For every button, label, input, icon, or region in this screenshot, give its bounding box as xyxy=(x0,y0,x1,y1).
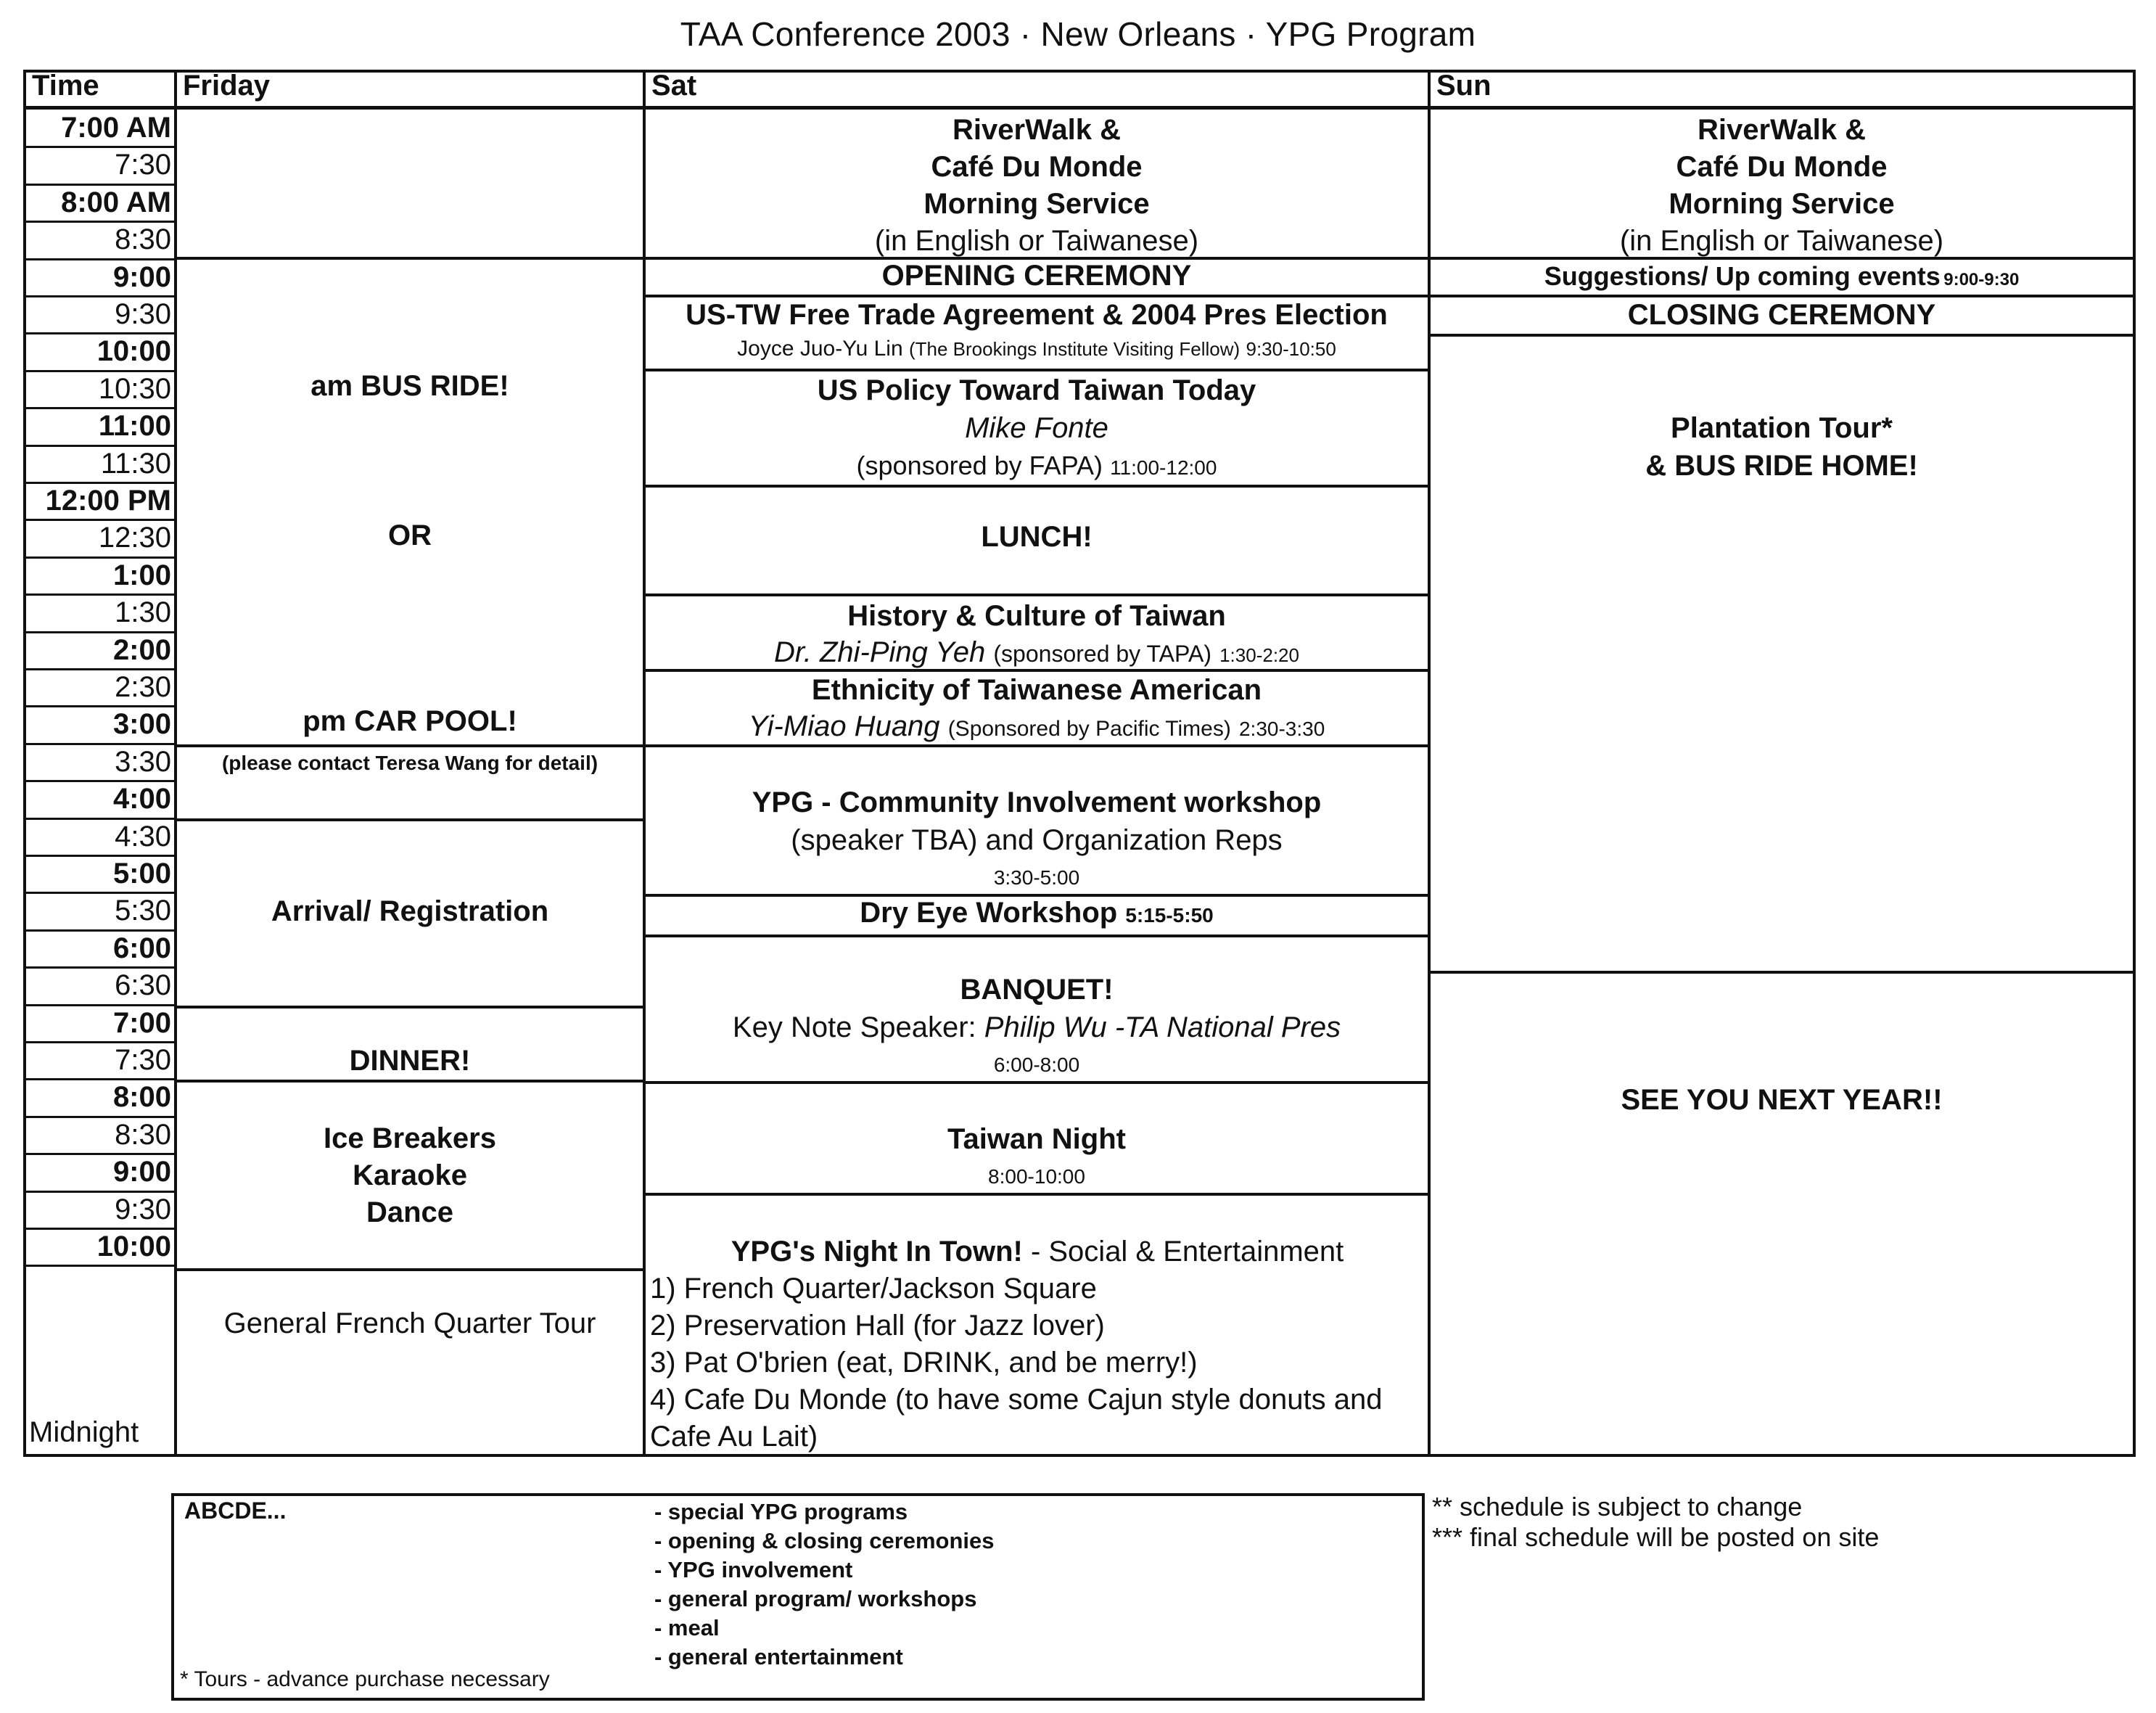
sat-policy-sponsor: (sponsored by FAPA) xyxy=(856,451,1103,480)
time-slot: 9:00 xyxy=(112,1156,171,1188)
sat-ypg-title: YPG - Community Involvement workshop xyxy=(752,786,1322,818)
sun-bus-ride-home: & BUS RIDE HOME! xyxy=(1645,450,1918,482)
page-title: TAA Conference 2003 · New Orleans · YPG Program xyxy=(680,15,1476,53)
sat-opening-ceremony: OPENING CEREMONY xyxy=(881,260,1192,292)
friday-karaoke: Karaoke xyxy=(353,1159,467,1191)
friday-dance: Dance xyxy=(366,1196,454,1228)
legend-item: - YPG involvement xyxy=(654,1557,853,1582)
sat-dry-eye xyxy=(646,897,1428,929)
sun-suggestions-time: 9:00-9:30 xyxy=(1943,270,2020,289)
header-sun: Sun xyxy=(1436,70,1491,102)
time-slot: 2:30 xyxy=(115,671,171,703)
time-slot: 5:30 xyxy=(115,895,171,927)
sat-cafe: Café Du Monde xyxy=(931,151,1143,183)
sat-policy-time: 11:00-12:00 xyxy=(1110,456,1217,479)
time-slot: 2:00 xyxy=(112,633,171,666)
sun-plantation-tour xyxy=(1431,409,2133,485)
legend-title: ABCDE... xyxy=(184,1498,287,1524)
time-slot: 7:00 AM xyxy=(61,112,171,144)
sun-morning-block xyxy=(1431,112,2133,260)
sat-ypg-workshop xyxy=(646,784,1428,897)
sat-ethnicity-time: 2:30-3:30 xyxy=(1238,718,1325,740)
sat-taiwan-night-time: 8:00-10:00 xyxy=(988,1165,1085,1188)
sat-ethnicity-speaker: Yi-Miao Huang xyxy=(748,710,940,742)
sat-fta-speaker: Joyce Juo-Yu Lin xyxy=(737,337,903,361)
legend-item: - general entertainment xyxy=(654,1644,903,1669)
time-midnight: Midnight xyxy=(29,1416,139,1448)
sun-lang: (in English or Taiwanese) xyxy=(1619,225,1944,257)
list-item: 2) Preservation Hall (for Jazz lover) xyxy=(650,1310,1105,1342)
sun-service: Morning Service xyxy=(1669,188,1895,220)
sat-keynote-label: Key Note Speaker: xyxy=(732,1011,976,1043)
sat-ethnicity-session xyxy=(646,672,1428,747)
friday-car-pool-note: (please contact Teresa Wang for detail) xyxy=(221,752,598,774)
sat-night-in-town xyxy=(650,1233,1425,1455)
header-sat: Sat xyxy=(651,70,697,102)
legend-tours-note: * Tours - advance purchase necessary xyxy=(180,1667,550,1691)
note-schedule-change: ** schedule is subject to change xyxy=(1432,1492,1803,1521)
time-slot: 10:00 xyxy=(96,335,171,368)
sat-ethnicity-sponsor: (Sponsored by Pacific Times) xyxy=(947,717,1231,741)
list-item: 4) Cafe Du Monde (to have some Cajun style donuts and xyxy=(650,1384,1383,1416)
friday-or: OR xyxy=(388,519,432,551)
friday-entertainment xyxy=(177,1120,643,1231)
time-slot: 8:00 AM xyxy=(61,186,171,218)
sat-night-in-town-subtitle: - Social & Entertainment xyxy=(1022,1236,1344,1268)
legend-item: - special YPG programs xyxy=(654,1499,908,1524)
list-item: 3) Pat O'brien (eat, DRINK, and be merry!) xyxy=(650,1347,1198,1379)
sat-fta-affiliation: (The Brookings Institute Visiting Fellow) xyxy=(909,338,1240,360)
sat-policy-session xyxy=(646,371,1428,487)
header-time: Time xyxy=(32,70,99,102)
legend-items xyxy=(654,1498,995,1672)
sun-see-you-next-year: SEE YOU NEXT YEAR!! xyxy=(1621,1084,1943,1116)
footnotes xyxy=(1432,1492,1879,1553)
time-slot: 8:30 xyxy=(115,1118,171,1151)
sat-history-session xyxy=(646,598,1428,673)
time-slot: 10:30 xyxy=(98,372,171,405)
friday-arrival: Arrival/ Registration xyxy=(271,895,549,927)
sun-closing-ceremony: CLOSING CEREMONY xyxy=(1627,299,1936,331)
time-slot: 7:30 xyxy=(115,149,171,181)
time-slot: 3:30 xyxy=(115,745,171,778)
sat-banquet-time: 6:00-8:00 xyxy=(993,1053,1080,1076)
time-slot: 8:00 xyxy=(112,1081,171,1114)
time-slot: 1:30 xyxy=(115,596,171,629)
sun-riverwalk: RiverWalk & xyxy=(1698,114,1866,146)
time-slot: 12:00 PM xyxy=(45,485,171,517)
time-slot: 9:00 xyxy=(112,260,171,293)
legend-item: - meal xyxy=(654,1615,720,1640)
sat-morning-block xyxy=(646,112,1428,260)
sat-fta-time: 9:30-10:50 xyxy=(1246,338,1336,360)
time-slot: 9:30 xyxy=(115,1193,171,1225)
friday-dinner: DINNER! xyxy=(349,1045,471,1077)
sat-banquet-title: BANQUET! xyxy=(960,974,1114,1006)
sat-history-sponsor: (sponsored by TAPA) xyxy=(993,641,1211,667)
sat-fta-title: US-TW Free Trade Agreement & 2004 Pres Election xyxy=(686,299,1388,331)
friday-car-pool: pm CAR POOL! xyxy=(303,705,517,737)
time-slot: 6:30 xyxy=(115,969,171,1002)
sat-ypg-time: 3:30-5:00 xyxy=(993,866,1080,889)
friday-bus-ride: am BUS RIDE! xyxy=(310,370,509,402)
sat-policy-title: US Policy Toward Taiwan Today xyxy=(817,374,1256,406)
time-slot: 6:00 xyxy=(112,932,171,964)
time-slot: 7:30 xyxy=(115,1044,171,1076)
sat-lunch: LUNCH! xyxy=(981,521,1093,553)
sun-suggestions xyxy=(1431,261,2133,292)
time-slot: 4:00 xyxy=(112,783,171,816)
sat-lang: (in English or Taiwanese) xyxy=(874,225,1199,257)
sat-night-in-town-list xyxy=(650,1270,1425,1455)
time-slot: 11:00 xyxy=(98,410,171,443)
friday-french-quarter-tour: General French Quarter Tour xyxy=(223,1307,596,1339)
note-final-schedule: *** final schedule will be posted on site xyxy=(1432,1522,1880,1552)
list-item: Cafe Au Lait) xyxy=(650,1421,818,1453)
time-slot: 3:00 xyxy=(112,708,171,741)
sat-banquet xyxy=(646,971,1428,1084)
sat-dry-eye-time: 5:15-5:50 xyxy=(1125,904,1214,927)
sat-service: Morning Service xyxy=(923,188,1150,220)
friday-ice-breakers: Ice Breakers xyxy=(324,1122,496,1154)
legend-box xyxy=(171,1493,1425,1701)
sat-history-title: History & Culture of Taiwan xyxy=(847,600,1226,632)
time-slot: 8:30 xyxy=(115,223,171,256)
time-slot: 9:30 xyxy=(115,298,171,330)
time-slot: 5:00 xyxy=(112,858,171,890)
time-slot: 10:00 xyxy=(96,1231,171,1262)
sat-taiwan-night-title: Taiwan Night xyxy=(947,1123,1126,1155)
time-slot: 1:00 xyxy=(112,559,171,591)
sat-history-speaker: Dr. Zhi-Ping Yeh xyxy=(774,636,986,668)
sat-policy-speaker: Mike Fonte xyxy=(965,412,1108,444)
sat-ethnicity-title: Ethnicity of Taiwanese American xyxy=(811,674,1262,706)
sun-suggestions-title: Suggestions/ Up coming events xyxy=(1544,261,1941,291)
sat-riverwalk: RiverWalk & xyxy=(952,114,1121,146)
sat-night-in-town-title: YPG's Night In Town! xyxy=(731,1236,1023,1268)
time-slot: 11:30 xyxy=(100,447,171,480)
legend-item: - general program/ workshops xyxy=(654,1586,977,1611)
legend-item: - opening & closing ceremonies xyxy=(654,1528,995,1553)
sun-plantation-title: Plantation Tour* xyxy=(1671,412,1893,444)
sat-taiwan-night xyxy=(646,1120,1428,1196)
time-slot: 4:30 xyxy=(115,820,171,853)
time-slot: 7:00 xyxy=(112,1006,171,1039)
sat-history-time: 1:30-2:20 xyxy=(1219,644,1299,666)
sat-ypg-subtitle: (speaker TBA) and Organization Reps xyxy=(791,824,1283,856)
list-item: 1) French Quarter/Jackson Square xyxy=(650,1273,1097,1305)
header-friday: Friday xyxy=(183,70,271,102)
sun-cafe: Café Du Monde xyxy=(1676,151,1888,183)
time-slot: 12:30 xyxy=(98,522,171,554)
sat-fta-session xyxy=(646,297,1428,366)
sat-dry-eye-title: Dry Eye Workshop xyxy=(860,897,1118,929)
sat-keynote-name: Philip Wu -TA National Pres xyxy=(984,1011,1341,1043)
